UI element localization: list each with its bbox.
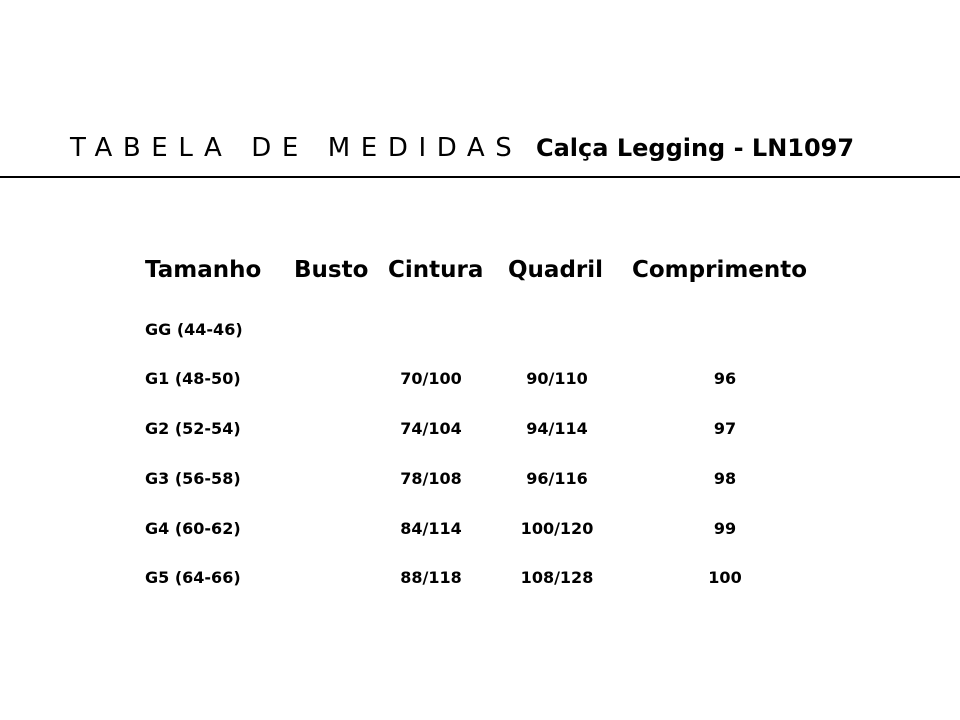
cell-tamanho: G5 (64-66) [145, 568, 241, 587]
cell-cintura: 84/114 [400, 519, 462, 538]
cell-tamanho: G2 (52-54) [145, 419, 241, 438]
page-title: TABELA DE MEDIDAS [70, 133, 523, 163]
cell-quadril: 100/120 [520, 519, 594, 538]
cell-tamanho: G3 (56-58) [145, 469, 241, 488]
cell-quadril: 90/110 [526, 369, 588, 388]
product-name: Calça Legging - LN1097 [536, 134, 855, 162]
cell-quadril: 94/114 [526, 419, 588, 438]
header-divider [0, 176, 960, 178]
cell-comprimento: 100 [708, 568, 742, 587]
cell-quadril: 96/116 [526, 469, 588, 488]
cell-tamanho: GG (44-46) [145, 320, 243, 339]
cell-comprimento: 99 [713, 519, 737, 538]
cell-cintura: 70/100 [400, 369, 462, 388]
cell-comprimento: 98 [713, 469, 737, 488]
column-header-comprimento: Comprimento [632, 257, 808, 283]
column-header-busto: Busto [294, 257, 369, 283]
column-header-tamanho: Tamanho [145, 257, 262, 283]
cell-cintura: 78/108 [400, 469, 462, 488]
cell-tamanho: G4 (60-62) [145, 519, 241, 538]
column-header-quadril: Quadril [508, 257, 604, 283]
column-header-cintura: Cintura [388, 257, 484, 283]
cell-comprimento: 96 [713, 369, 737, 388]
cell-comprimento: 97 [713, 419, 737, 438]
cell-cintura: 74/104 [400, 419, 462, 438]
cell-quadril: 108/128 [520, 568, 594, 587]
cell-cintura: 88/118 [400, 568, 462, 587]
cell-tamanho: G1 (48-50) [145, 369, 241, 388]
